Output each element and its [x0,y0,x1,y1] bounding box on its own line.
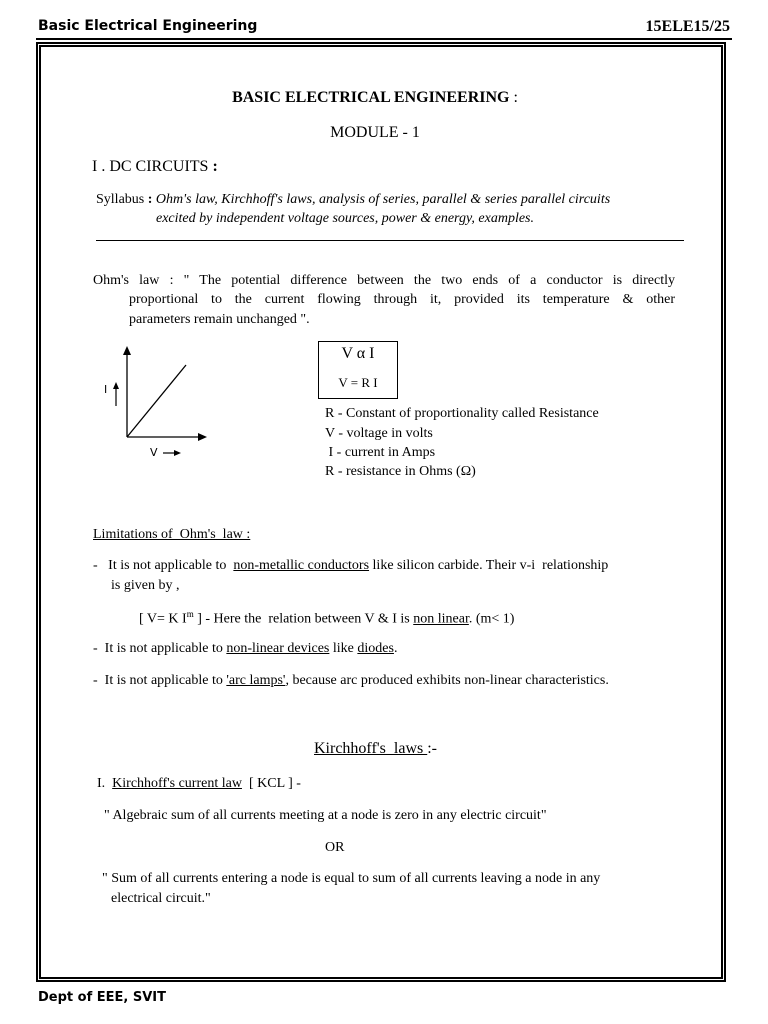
formula-box [318,341,398,399]
kirchhoff-heading-suffix: :- [427,740,438,757]
page-border [36,42,726,982]
limitation-1-prefix: - It is not applicable to [93,558,234,573]
limitation-3 [93,673,609,689]
syllabus-colon: : [144,192,156,207]
definition-v: V - voltage in volts [325,426,433,441]
header-title: Basic Electrical Engineering [38,18,258,34]
limitation-1-formula [139,609,514,628]
graph-x-label: V [150,446,158,459]
kirchhoff-heading [314,740,437,758]
limitation-1 [93,558,608,574]
formula-suffix: . (m< 1) [468,611,515,627]
definition-i: I - current in Amps [325,445,436,460]
formula-prefix: [ V= K I [139,611,187,627]
graph-y-arrowhead [123,346,131,355]
limitation-1-line-2: is given by , [111,578,180,593]
formula-underlined: non linear [413,611,469,627]
limitation-1-suffix: like silicon carbide. Their v-i relationship [369,558,609,573]
title-suffix: : [509,89,518,106]
kcl-definition-1: " Algebraic sum of all currents meeting at a node is zero in any electric circuit" [104,808,547,823]
graph-y-label: I [104,383,108,396]
limitation-3-prefix: - It is not applicable to [93,673,227,688]
limitation-2-suffix: . [393,641,398,656]
graph-line [127,365,186,437]
kirchhoff-heading-text: Kirchhoff's laws [314,740,428,757]
formula-middle: ] - Here the relation between V & I is [193,611,414,627]
syllabus-text-1: Ohm's law, Kirchhoff's laws, analysis of series, parallel & series parallel circuits [155,192,611,207]
definition-r-ohms: R - resistance in Ohms (Ω) [325,464,476,479]
limitation-2-underlined-2: diodes [357,641,394,656]
limitation-2-underlined-1: non-linear devices [226,641,330,656]
syllabus-divider [96,240,684,241]
limitation-2-middle: like [329,641,358,656]
ohm-law-line-1: Ohm's law : " The potential difference between the two ends of a conductor is directly [93,273,675,288]
section-text: I . DC CIRCUITS [92,158,209,175]
formula-proportional: V α I [341,345,375,362]
kcl-number: I. [97,776,113,791]
definition-r-constant: R - Constant of proportionality called Resistance [325,406,599,421]
kcl-definition-2-line-2: electrical circuit." [111,891,211,906]
limitations-heading: Limitations of Ohm's law : [93,527,251,542]
kcl-suffix: [ KCL ] - [241,776,301,791]
syllabus-line-1 [96,192,610,208]
limitation-2-prefix: - It is not applicable to [93,641,227,656]
limitation-3-underlined: 'arc lamps' [226,673,286,688]
section-suffix: : [208,158,218,175]
graph-x-arrowhead [198,433,207,441]
header-code: 15ELE15/25 [645,18,730,35]
or-separator: OR [325,840,345,855]
header-rule [36,38,732,40]
formula-ohm: V = R I [338,375,378,390]
formula-superscript: m [186,609,194,619]
footer-department: Dept of EEE, SVIT [38,990,167,1005]
syllabus-line-2: excited by independent voltage sources, power & energy, examples. [156,211,535,226]
ohm-law-line-2: proportional to the current flowing through it, provided its temperature & other [129,292,675,307]
voltage-arrowhead [174,450,181,456]
limitation-2 [93,641,397,657]
kcl-definition-2-line-1: " Sum of all currents entering a node is equal to sum of all currents leaving a node in any [102,871,601,886]
limitation-3-suffix: , because arc produced exhibits non-linear characteristics. [285,673,609,688]
kcl-title: Kirchhoff's current law [112,776,242,791]
current-arrowhead [113,382,119,389]
module-title: MODULE - 1 [330,124,420,141]
section-heading [92,158,218,176]
title-text: BASIC ELECTRICAL ENGINEERING [232,89,510,106]
kcl-heading [97,776,301,792]
syllabus-label: Syllabus [96,192,145,207]
ohm-law-line-3: parameters remain unchanged ". [129,312,310,327]
limitation-1-underlined: non-metallic conductors [233,558,370,573]
document-title [100,89,650,107]
